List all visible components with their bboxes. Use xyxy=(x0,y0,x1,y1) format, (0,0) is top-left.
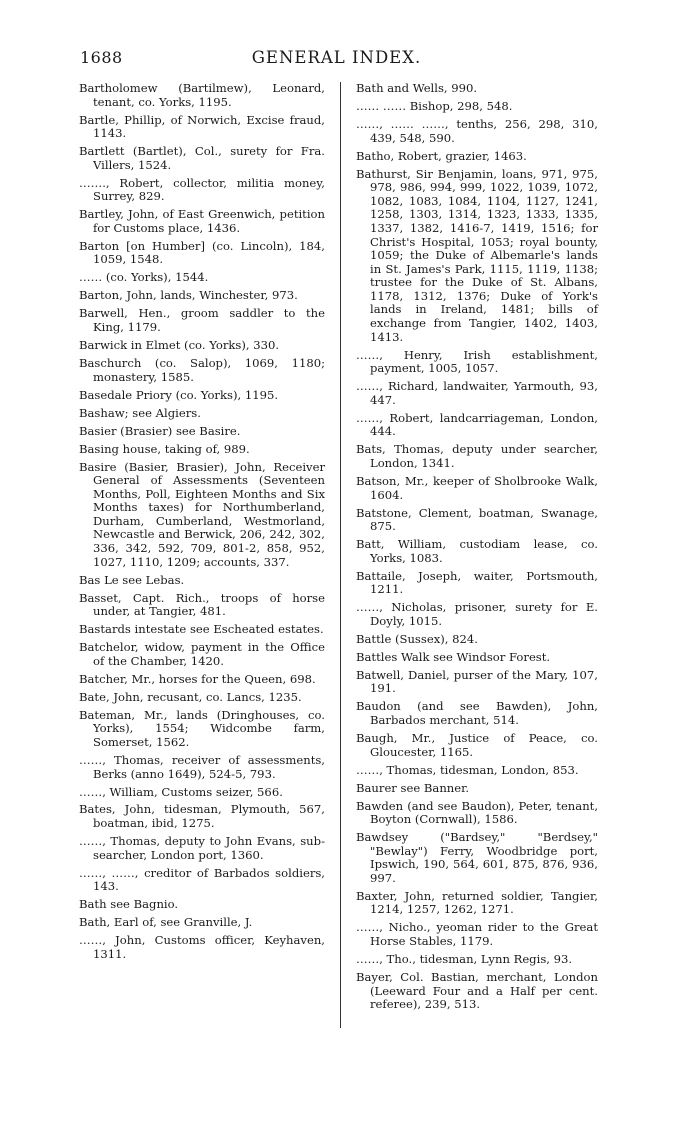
index-entry: Basire (Basier, Brasier), John, Receiver General of Assessments (Seventeen Months, Poll, Eighteen Months and Six Months taxes) for Northumberland, Durham, Cumberland, Westmorland, Newcastle and Berwick, 206, 242, 302, 336, 342, 592, 709, 801-2, 858, 952, 1027, 1110, 1209; accounts, 337. xyxy=(79,459,325,569)
index-entry: Batwell, Daniel, purser of the Mary, 107, 191. xyxy=(356,667,598,696)
index-entry: Bath see Bagnio. xyxy=(79,897,179,912)
index-entry: Baxter, John, returned soldier, Tangier, 1214, 1257, 1262, 1271. xyxy=(356,888,598,917)
index-entry: Bath, Earl of, see Granville, J. xyxy=(79,915,253,930)
index-entry: ……., Robert, collector, militia money, Surrey, 829. xyxy=(79,175,325,204)
index-entry: ……, Nicholas, prisoner, surety for E. Doyly, 1015. xyxy=(356,600,598,628)
index-entry: Batstone, Clement, boatman, Swanage, 875. xyxy=(356,505,598,534)
index-entry: ……, …… ……, tenths, 256, 298, 310, 439, 548, 590. xyxy=(356,116,598,145)
index-entry: Bastards intestate see Escheated estates. xyxy=(79,622,324,637)
index-entry: Baurer see Banner. xyxy=(356,780,470,795)
index-entry: Basset, Capt. Rich., troops of horse under, at Tangier, 481. xyxy=(79,590,325,619)
index-entry: Basier (Brasier) see Basire. xyxy=(79,423,241,438)
index-entry: Battle (Sussex), 824. xyxy=(356,631,478,646)
left-column xyxy=(79,82,325,966)
index-entry: Bawden (and see Baudon), Peter, tenant, Boyton (Cornwall), 1586. xyxy=(356,798,598,827)
index-entry: Basedale Priory (co. Yorks), 1195. xyxy=(79,387,279,402)
index-entry: ……, Thomas, receiver of assessments, Berks (anno 1649), 524-5, 793. xyxy=(79,752,325,781)
index-entry: Bartlett (Bartlet), Col., surety for Fra. Villers, 1524. xyxy=(79,144,325,172)
index-entry: Bateman, Mr., lands (Dringhouses, co. Yorks), 1554; Widcombe farm, Somerset, 1562. xyxy=(79,707,325,749)
index-entry: Batson, Mr., keeper of Sholbrooke Walk, 1604. xyxy=(356,473,598,502)
index-entry: Barwick in Elmet (co. Yorks), 330. xyxy=(79,338,280,353)
index-entry: Basing house, taking of, 989. xyxy=(79,441,250,456)
page-number: 1688 xyxy=(80,48,123,67)
index-entry: Barwell, Hen., groom saddler to the King, 1179. xyxy=(79,306,325,335)
index-entry: Bates, John, tidesman, Plymouth, 567, boatman, ibid, 1275. xyxy=(79,802,325,831)
index-entry: Battles Walk see Windsor Forest. xyxy=(356,649,551,664)
index-entry: ……, William, Customs seizer, 566. xyxy=(79,784,283,799)
index-entry: Barton [on Humber] (co. Lincoln), 184, 1059, 1548. xyxy=(79,238,325,267)
index-entry: Battaile, Joseph, waiter, Portsmouth, 1211. xyxy=(356,568,598,597)
index-entry: …… …… Bishop, 298, 548. xyxy=(356,98,513,113)
index-entry: Bats, Thomas, deputy under searcher, London, 1341. xyxy=(356,442,598,470)
index-entry: ……, Thomas, tidesman, London, 853. xyxy=(356,762,579,777)
index-entry: Baschurch (co. Salop), 1069, 1180; monastery, 1585. xyxy=(79,356,325,384)
index-entry: Bas Le see Lebas. xyxy=(79,572,185,587)
index-entry: ……, Thomas, deputy to John Evans, sub-searcher, London port, 1360. xyxy=(79,834,325,862)
index-entry: Bawdsey ("Bardsey," "Berdsey," "Bewlay") Ferry, Woodbridge port, Ipswich, 190, 564, 601, 875, 876, 936, 997. xyxy=(356,830,598,885)
index-entry: Batt, William, custodiam lease, co. Yorks, 1083. xyxy=(356,537,598,565)
index-entry: Bartle, Phillip, of Norwich, Excise fraud, 1143. xyxy=(79,112,325,141)
index-entry: ……, John, Customs officer, Keyhaven, 1311. xyxy=(79,933,325,961)
index-entry: Bayer, Col. Bastian, merchant, London (Leeward Four and a Half per cent. referee), 239, 513. xyxy=(356,970,598,1012)
index-entry: Baudon (and see Bawden), John, Barbados merchant, 514. xyxy=(356,699,598,727)
index-entry: ……, Nicho., yeoman rider to the Great Horse Stables, 1179. xyxy=(356,920,598,949)
page-header xyxy=(80,48,593,72)
index-entry: Bartley, John, of East Greenwich, petition for Customs place, 1436. xyxy=(79,207,325,235)
index-entry: Bashaw; see Algiers. xyxy=(79,405,201,420)
index-entry: ……, ……, creditor of Barbados soldiers, 143. xyxy=(79,865,325,894)
index-entry: Bartholomew (Bartilmew), Leonard, tenant, co. Yorks, 1195. xyxy=(79,81,325,109)
index-entry: ……, Henry, Irish establishment, payment, 1005, 1057. xyxy=(356,347,598,376)
page-title: GENERAL INDEX. xyxy=(251,48,422,67)
index-entry: ……, Richard, landwaiter, Yarmouth, 93, 447. xyxy=(356,379,598,407)
index-entry: ……, Robert, landcarriageman, London, 444. xyxy=(356,410,598,439)
index-entry: …… (co. Yorks), 1544. xyxy=(79,270,209,285)
index-entry: Bath and Wells, 990. xyxy=(356,81,478,95)
index-entry: Bathurst, Sir Benjamin, loans, 971, 975, 978, 986, 994, 999, 1022, 1039, 1072, 1082, 1083, 1084, 1104, 1127, 1241, 1258, 1303, 1314, 1323, 1333, 1335, 1337, 1382, 1416-7, 1419, 1516; for Christ's Hospital, 1053; royal bounty, 1059; the Duke of Albemarle's lands in St. James's Park, 1115, 1119, 1138; trustee for the Duke of St. Albans, 1178, 1312, 1376; Duke of York's lands in Ireland, 1481; bills of exchange from Tangier, 1402, 1403, 1413. xyxy=(356,166,598,344)
index-entry: Batchelor, widow, payment in the Office of the Chamber, 1420. xyxy=(79,640,325,668)
index-entry: ……, Tho., tidesman, Lynn Regis, 93. xyxy=(356,952,573,967)
index-entry: Batcher, Mr., horses for the Queen, 698. xyxy=(79,671,316,686)
index-entry: Batho, Robert, grazier, 1463. xyxy=(356,148,527,163)
right-column xyxy=(356,82,598,1016)
index-entry: Bate, John, recusant, co. Lancs, 1235. xyxy=(79,689,302,704)
index-entry: Baugh, Mr., Justice of Peace, co. Gloucester, 1165. xyxy=(356,730,598,759)
index-entry: Barton, John, lands, Winchester, 973. xyxy=(79,288,298,303)
column-divider xyxy=(340,82,341,1028)
